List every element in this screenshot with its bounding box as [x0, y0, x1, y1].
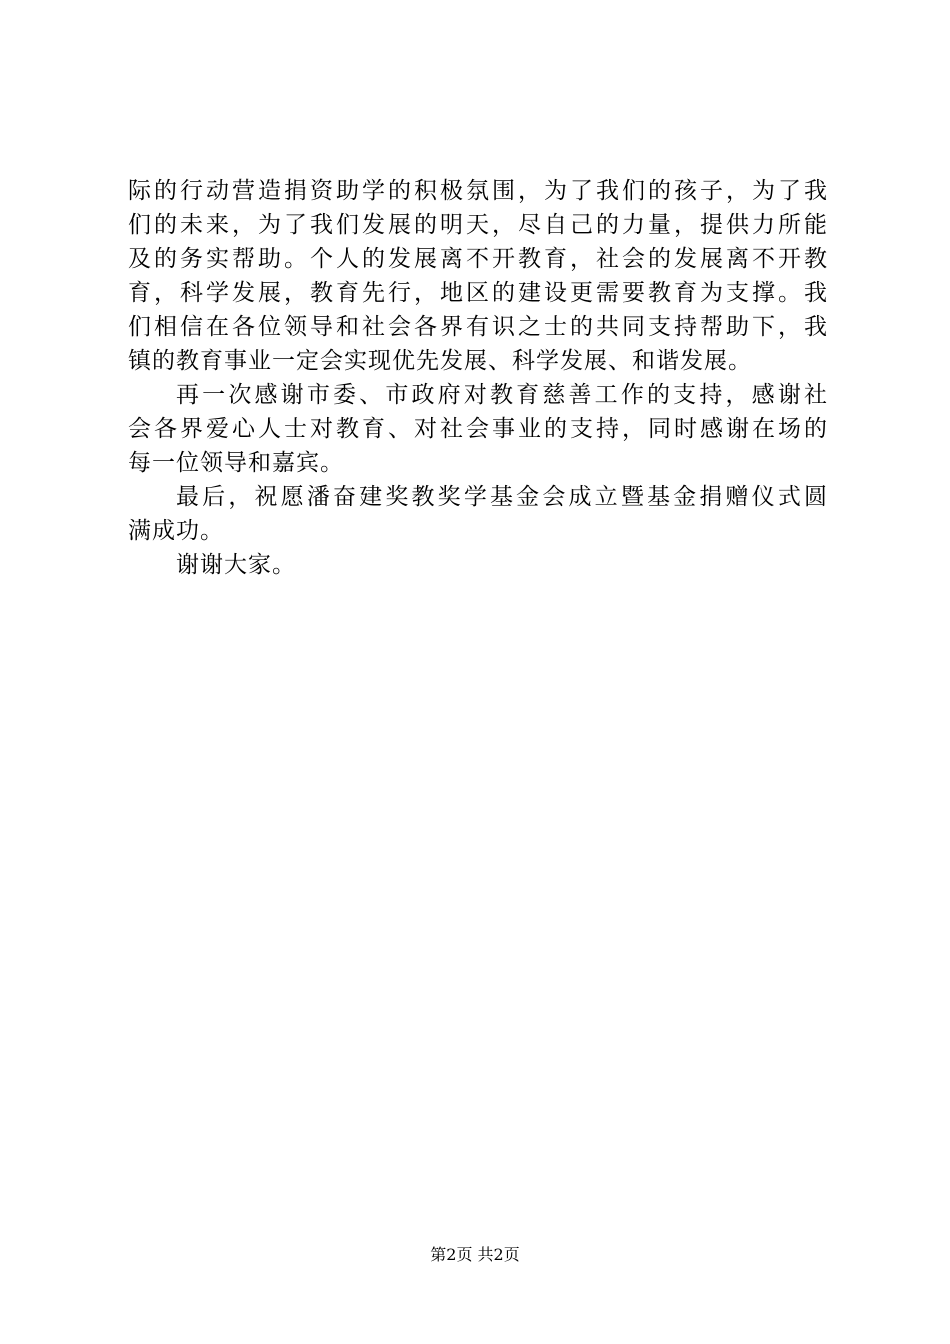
paragraph-2-line-2: 会各界爱心人士对教育、对社会事业的支持，同时感谢在场的 — [128, 416, 828, 442]
paragraph-1-line-3: 及的务实帮助。个人的发展离不开教育，社会的发展离不开教 — [128, 246, 828, 272]
page-number-footer: 第2页 共2页 — [430, 1245, 520, 1264]
paragraph-1-line-6: 镇的教育事业一定会实现优先发展、科学发展、和谐发展。 — [128, 348, 752, 374]
paragraph-3-line-2: 满成功。 — [128, 518, 224, 544]
body-text — [128, 174, 828, 582]
paragraph-1-line-2: 们的未来，为了我们发展的明天，尽自己的力量，提供力所能 — [128, 212, 828, 238]
paragraph-1-line-5: 们相信在各位领导和社会各界有识之士的共同支持帮助下，我 — [128, 314, 828, 340]
paragraph-2-line-1: 再一次感谢市委、市政府对教育慈善工作的支持，感谢社 — [176, 382, 828, 408]
paragraph-1-line-4: 育，科学发展，教育先行，地区的建设更需要教育为支撑。我 — [128, 280, 828, 306]
paragraph-3-line-1: 最后，祝愿潘奋建奖教奖学基金会成立暨基金捐赠仪式圆 — [176, 484, 828, 510]
paragraph-4-line-1: 谢谢大家。 — [176, 552, 296, 578]
paragraph-2-line-3: 每一位领导和嘉宾。 — [128, 450, 344, 476]
paragraph-1-line-1: 际的行动营造捐资助学的积极氛围，为了我们的孩子，为了我 — [128, 178, 828, 204]
